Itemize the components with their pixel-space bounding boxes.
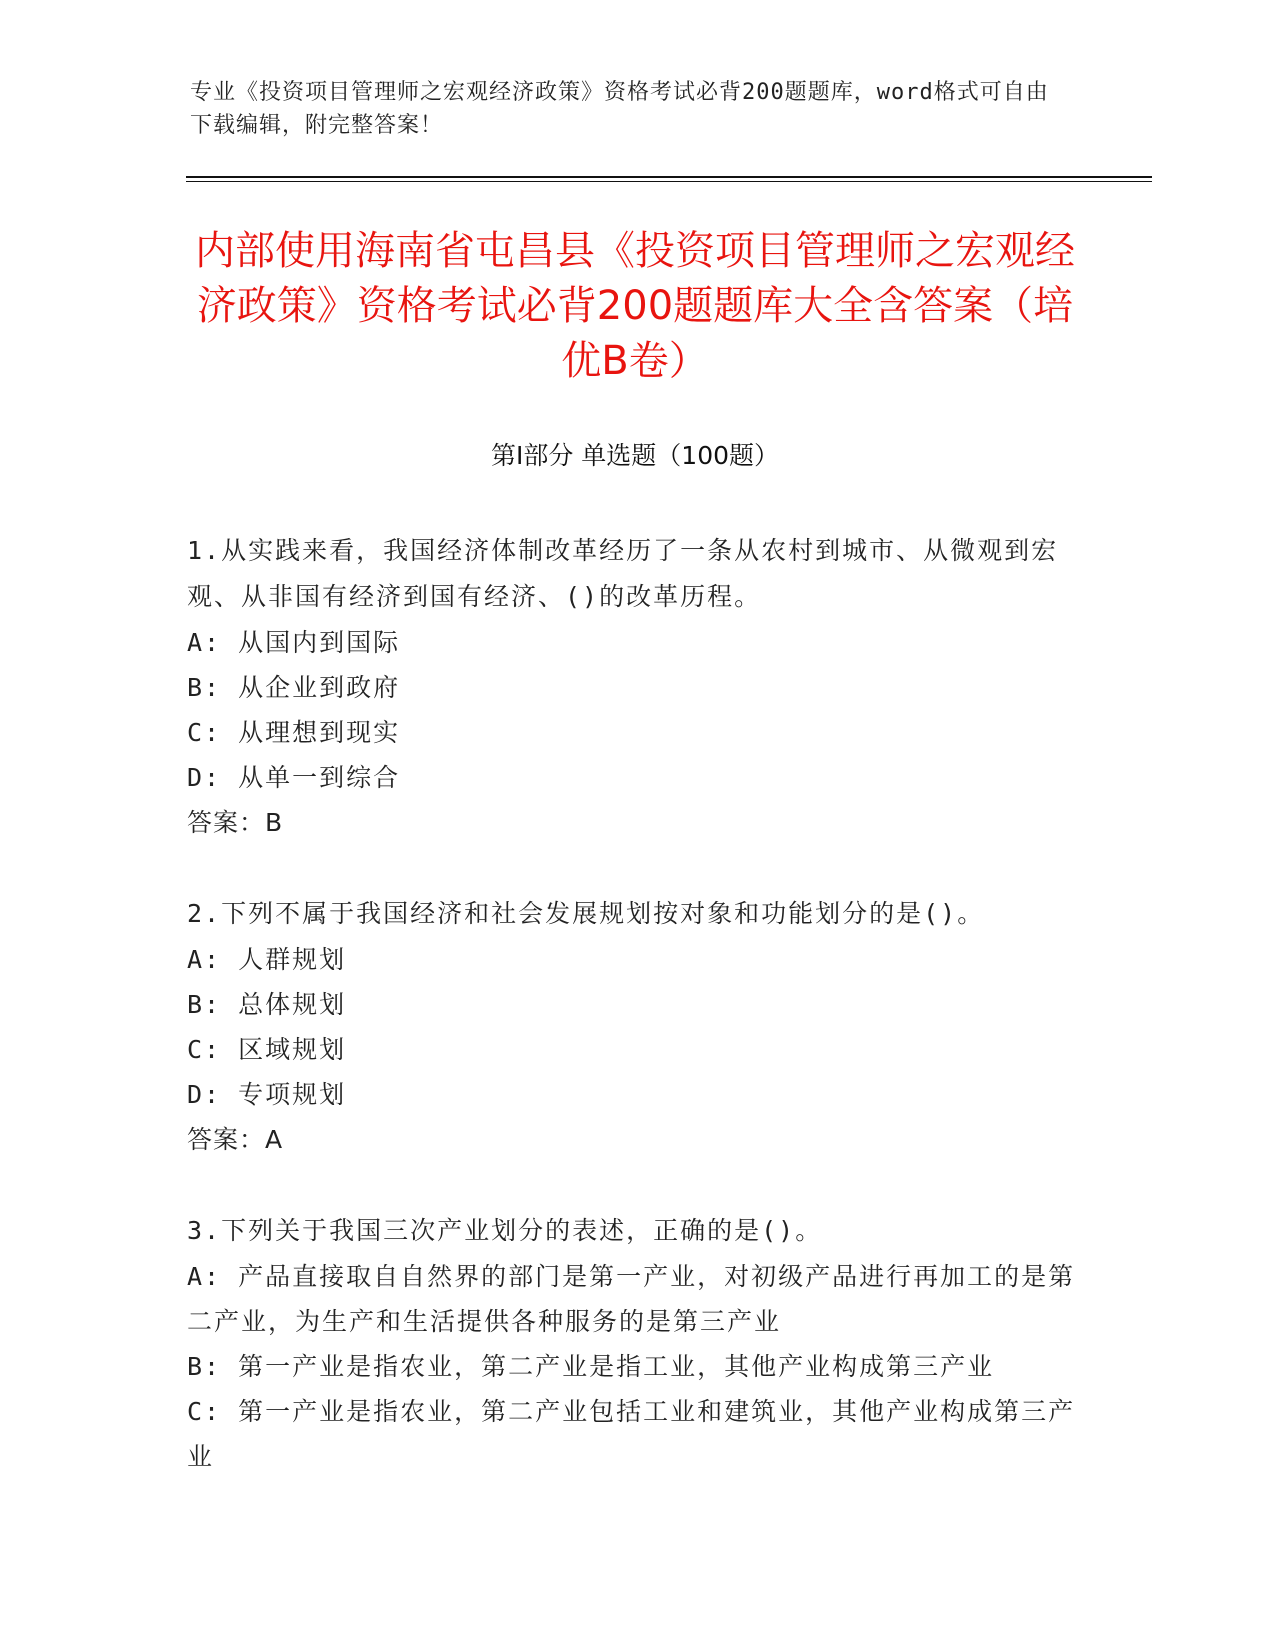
section-heading: 第Ⅰ部分 单选题（100题） <box>490 441 780 470</box>
document-title: 内部使用海南省屯昌县《投资项目管理师之宏观经济政策》资格考试必背200题题库大全含答案（培优B卷） <box>195 228 1075 384</box>
header-note: 专业《投资项目管理师之宏观经济政策》资格考试必背200题题库，word格式可自由下载编辑，附完整答案！ <box>190 80 1049 138</box>
question-1 <box>187 528 1077 845</box>
question-stem: 3.下列关于我国三次产业划分的表述，正确的是()。 <box>187 1216 823 1245</box>
question-2 <box>187 891 1077 1162</box>
question-option-c: C: 从理想到现实 <box>187 718 401 747</box>
question-stem: 2.下列不属于我国经济和社会发展规划按对象和功能划分的是()。 <box>187 899 985 928</box>
question-option-d: D: 专项规划 <box>187 1080 347 1109</box>
header-divider-thick <box>186 176 1152 178</box>
question-option-d: D: 从单一到综合 <box>187 763 401 792</box>
question-list <box>187 528 1077 1525</box>
question-option-a: A: 从国内到国际 <box>187 628 401 657</box>
question-answer: 答案：A <box>187 1125 284 1154</box>
question-option-a: A: 产品直接取自自然界的部门是第一产业，对初级产品进行再加工的是第二产业，为生产和生活提供各种服务的是第三产业 <box>187 1262 1076 1336</box>
question-option-b: B: 总体规划 <box>187 990 347 1019</box>
question-answer: 答案：B <box>187 808 284 837</box>
question-option-b: B: 从企业到政府 <box>187 673 401 702</box>
question-option-c: C: 第一产业是指农业，第二产业包括工业和建筑业，其他产业构成第三产业 <box>187 1397 1076 1471</box>
question-stem: 1.从实践来看，我国经济体制改革经历了一条从农村到城市、从微观到宏观、从非国有经济到国有经济、()的改革历程。 <box>187 536 1059 611</box>
header-divider-thin <box>186 181 1152 182</box>
question-3 <box>187 1208 1077 1479</box>
question-option-c: C: 区域规划 <box>187 1035 347 1064</box>
question-option-a: A: 人群规划 <box>187 945 347 974</box>
question-option-b: B: 第一产业是指农业，第二产业是指工业，其他产业构成第三产业 <box>187 1352 995 1381</box>
